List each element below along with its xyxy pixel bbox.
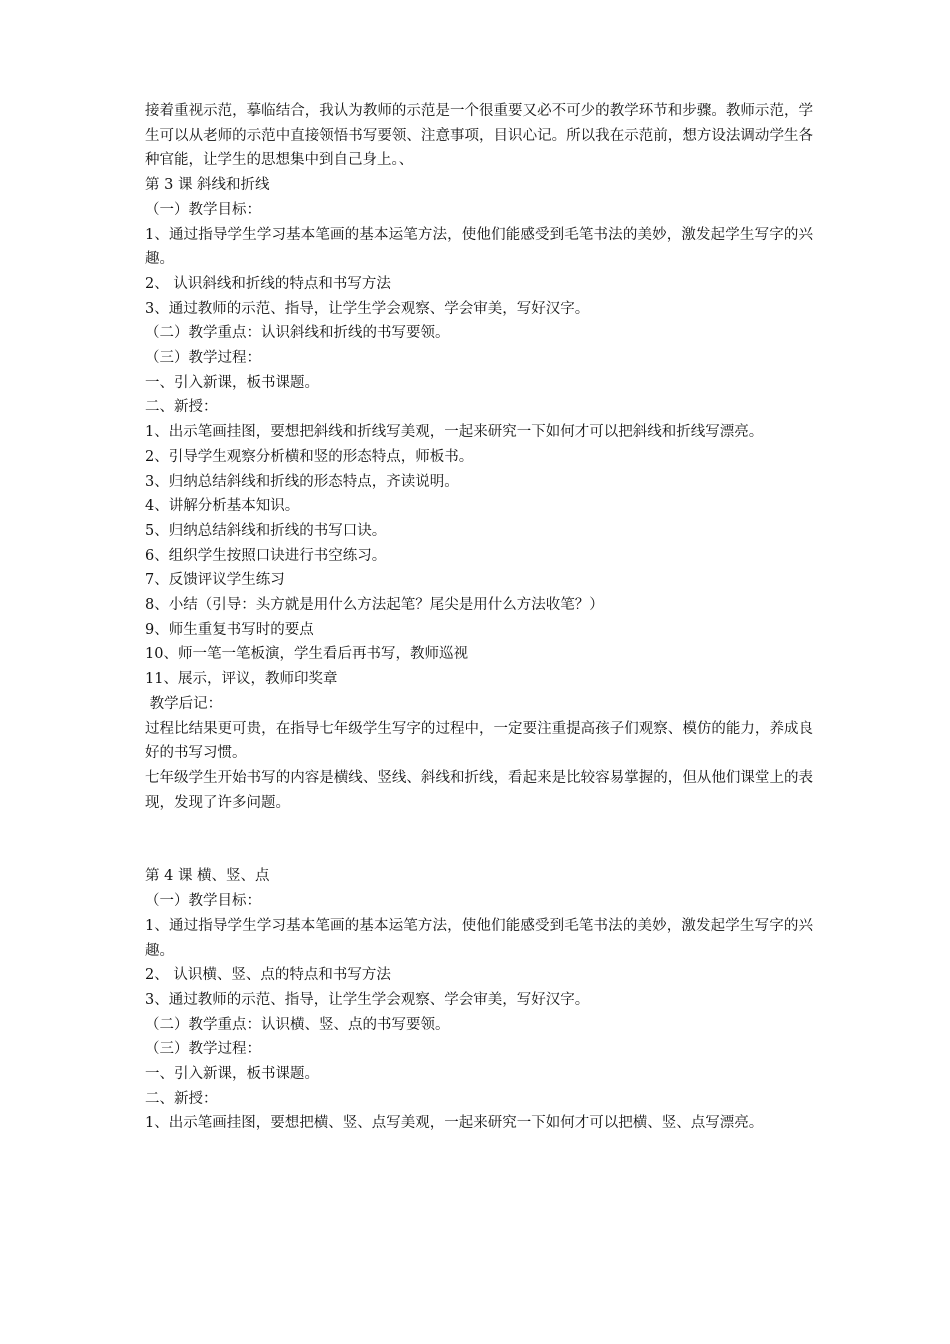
lesson4-objective-1: 1、通过指导学生学习基本笔画的基本运笔方法，使他们能感受到毛笔书法的美妙，激发起学生写字的兴趣。 [145, 917, 813, 959]
lesson4-title: 第 4 课 横、竖、点 [145, 868, 270, 885]
lesson3-process-step: 1、出示笔画挂图，要想把斜线和折线写美观，一起来研究一下如何才可以把斜线和折线写漂亮。 [145, 424, 764, 441]
lesson4-objectives-heading: （一）教学目标： [145, 893, 261, 910]
lesson4-process-step: 一、引入新课，板书课题。 [145, 1066, 319, 1083]
lesson3-process-step: 10、师一笔一笔板演，学生看后再书写，教师巡视 [145, 646, 468, 663]
lesson3-process-step: 4、讲解分析基本知识。 [145, 498, 300, 515]
intro-paragraph: 接着重视示范，摹临结合，我认为教师的示范是一个很重要又必不可少的教学环节和步骤。教师示范，学生可以从老师的示范中直接领悟书写要领、注意事项，目识心记。所以我在示范前，想方设法调动学生各种官能，让学生的思想集中到自己身上。、 [145, 103, 813, 169]
lesson3-objectives-heading: （一）教学目标： [145, 201, 261, 218]
lesson4-process-step: 二、新授： [145, 1090, 218, 1107]
lesson3-process-step: 8、小结（引导：头方就是用什么方法起笔？尾尖是用什么方法收笔？） [145, 597, 604, 614]
lesson3-objective-1: 1、通过指导学生学习基本笔画的基本运笔方法，使他们能感受到毛笔书法的美妙，激发起学生写字的兴趣。 [145, 226, 813, 268]
lesson3-process-step: 11、展示，评议，教师印奖章 [145, 671, 338, 688]
lesson3-process-step: 3、归纳总结斜线和折线的形态特点，齐读说明。 [145, 473, 459, 490]
lesson3-focus: （二）教学重点：认识斜线和折线的书写要领。 [145, 325, 450, 342]
lesson3-process-step: 一、引入新课，板书课题。 [145, 374, 319, 391]
section-spacer [145, 815, 813, 864]
lesson3-process-step: 7、反馈评议学生练习 [145, 572, 285, 589]
lesson3-title: 第 3 课 斜线和折线 [145, 177, 270, 194]
lesson3-process-step: 二、新授： [145, 399, 218, 416]
lesson3-objective-3: 3、通过教师的示范、指导，让学生学会观察、学会审美，写好汉字。 [145, 300, 590, 317]
lesson4-focus: （二）教学重点：认识横、竖、点的书写要领。 [145, 1016, 450, 1033]
lesson3-afterword-heading: 教学后记： [145, 695, 223, 712]
lesson3-afterword-paragraph: 七年级学生开始书写的内容是横线、竖线、斜线和折线，看起来是比较容易掌握的，但从他们课堂上的表现，发现了许多问题。 [145, 769, 813, 811]
lesson3-objective-2: 2、 认识斜线和折线的特点和书写方法 [145, 275, 391, 292]
lesson4-process-heading: （三）教学过程： [145, 1041, 261, 1058]
lesson4-process-step: 1、出示笔画挂图，要想把横、竖、点写美观，一起来研究一下如何才可以把横、竖、点写漂亮。 [145, 1115, 764, 1132]
lesson3-process-step: 2、引导学生观察分析横和竖的形态特点，师板书。 [145, 448, 474, 465]
lesson3-process-heading: （三）教学过程： [145, 350, 261, 367]
document-page [145, 99, 813, 1136]
lesson3-afterword-paragraph: 过程比结果更可贵，在指导七年级学生写字的过程中，一定要注重提高孩子们观察、模仿的能力，养成良好的书写习惯。 [145, 720, 813, 762]
lesson3-process-step: 6、组织学生按照口诀进行书空练习。 [145, 547, 387, 564]
lesson3-process-step: 9、师生重复书写时的要点 [145, 621, 314, 638]
lesson3-process-step: 5、归纳总结斜线和折线的书写口诀。 [145, 522, 387, 539]
lesson4-objective-2: 2、 认识横、竖、点的特点和书写方法 [145, 967, 391, 984]
lesson4-objective-3: 3、通过教师的示范、指导，让学生学会观察、学会审美，写好汉字。 [145, 991, 590, 1008]
